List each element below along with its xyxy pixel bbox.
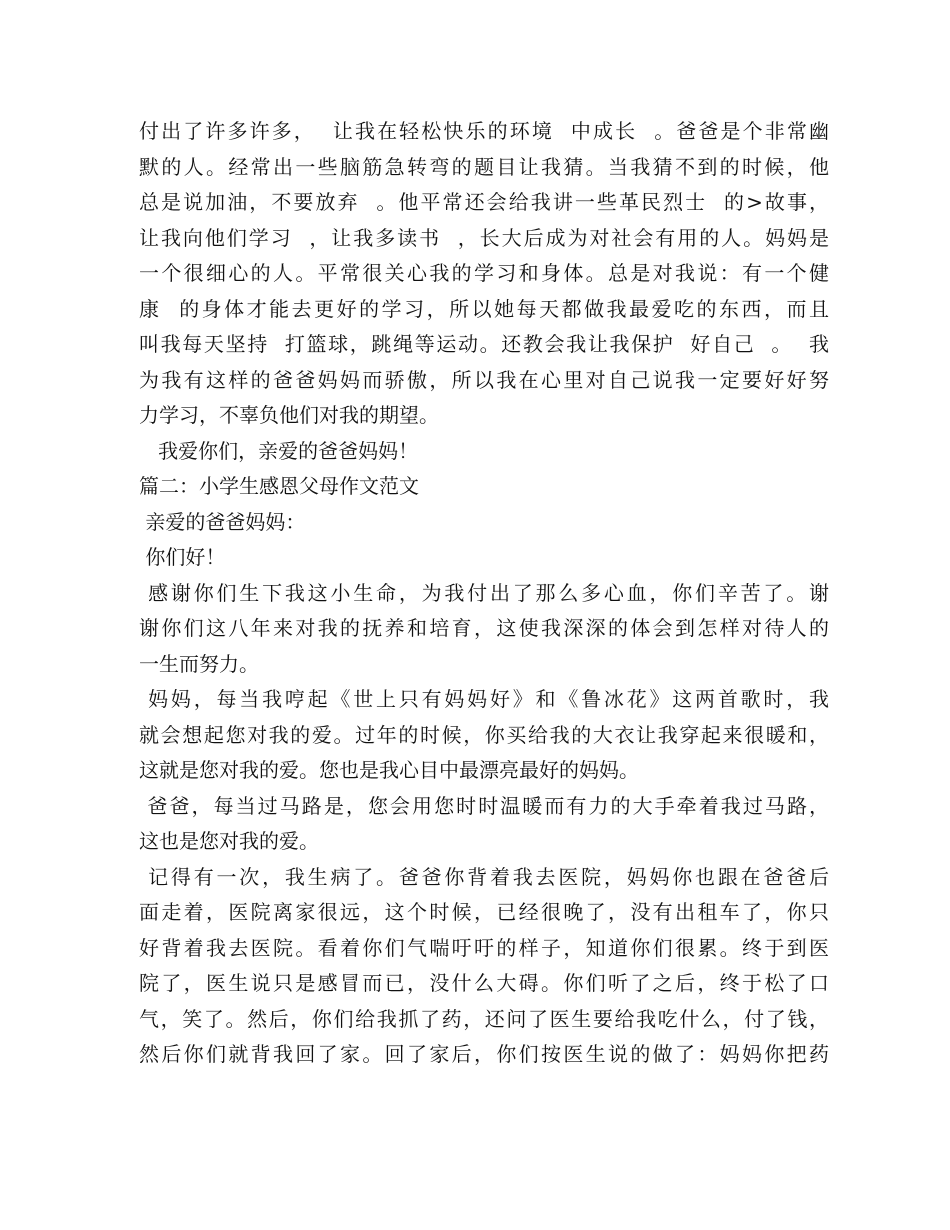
text-line: 一生而努力。 xyxy=(139,651,259,676)
document-body xyxy=(139,114,829,1073)
text-line: 亲爱的爸爸妈妈： xyxy=(139,509,306,534)
text-line: 然后你们就背我回了家。回了家后，你们按医生说的做了：妈妈你把药 xyxy=(139,1042,829,1066)
text-line: 面走着，医院离家很远，这个时候，已经很晚了，没有出租车了，你只 xyxy=(139,900,829,924)
text-line: 付出了许多许多， 让我在轻松快乐的环境 中成长 。爸爸是个非常幽 xyxy=(139,119,829,143)
text-line: 力学习，不辜负他们对我的期望。 xyxy=(139,403,439,427)
text-line: 记得有一次，我生病了。爸爸你背着我去医院，妈妈你也跟在爸爸后 xyxy=(139,864,829,889)
text-line: 就会想起您对我的爱。过年的时候，你买给我的大衣让我穿起来很暖和， xyxy=(139,722,829,747)
text-line: 为我有这样的爸爸妈妈而骄傲，所以我在心里对自己说我一定要好好努 xyxy=(139,367,829,392)
text-line: 默的人。经常出一些脑筋急转弯的题目让我猜。当我猜不到的时候，他 xyxy=(139,154,829,179)
text-line: 妈妈，每当我哼起《世上只有妈妈好》和《鲁冰花》这两首歌时，我 xyxy=(139,687,829,711)
text-line: 这也是您对我的爱。 xyxy=(139,829,319,853)
text-line: 你们好！ xyxy=(139,545,226,569)
text-line: 让我向他们学习 ，让我多读书 ，长大后成为对社会有用的人。妈妈是 xyxy=(139,225,829,250)
text-line: 叫我每天坚持 打篮球，跳绳等运动。还教会我让我保护 好自己 。 我 xyxy=(139,332,829,356)
text-line: 总是说加油，不要放弃 。他平常还会给我讲一些革民烈士 的>故事， xyxy=(139,190,829,214)
text-line: 院了，医生说只是感冒而已，没什么大碍。你们听了之后，终于松了口 xyxy=(139,971,829,995)
text-line: 这就是您对我的爱。您也是我心目中最漂亮最好的妈妈。 xyxy=(139,758,639,782)
text-line: 篇二：小学生感恩父母作文范文 xyxy=(139,474,419,498)
text-line: 感谢你们生下我这小生命，为我付出了那么多心血，你们辛苦了。谢 xyxy=(139,580,829,605)
text-line: 我爱你们，亲爱的爸爸妈妈！ xyxy=(139,438,419,463)
text-line: 康 的身体才能去更好的学习，所以她每天都做我最爱吃的东西，而且 xyxy=(139,296,829,321)
text-line: 爸爸，每当过马路是，您会用您时时温暖而有力的大手牵着我过马路， xyxy=(139,793,829,818)
text-line: 一个很细心的人。平常很关心我的学习和身体。总是对我说：有一个健 xyxy=(139,261,829,285)
text-line: 好背着我去医院。看着你们气喘吁吁的样子，知道你们很累。终于到医 xyxy=(139,935,829,960)
text-line: 气，笑了。然后，你们给我抓了药，还问了医生要给我吃什么，付了钱， xyxy=(139,1006,829,1031)
text-line: 谢你们这八年来对我的抚养和培育，这使我深深的体会到怎样对待人的 xyxy=(139,616,829,640)
